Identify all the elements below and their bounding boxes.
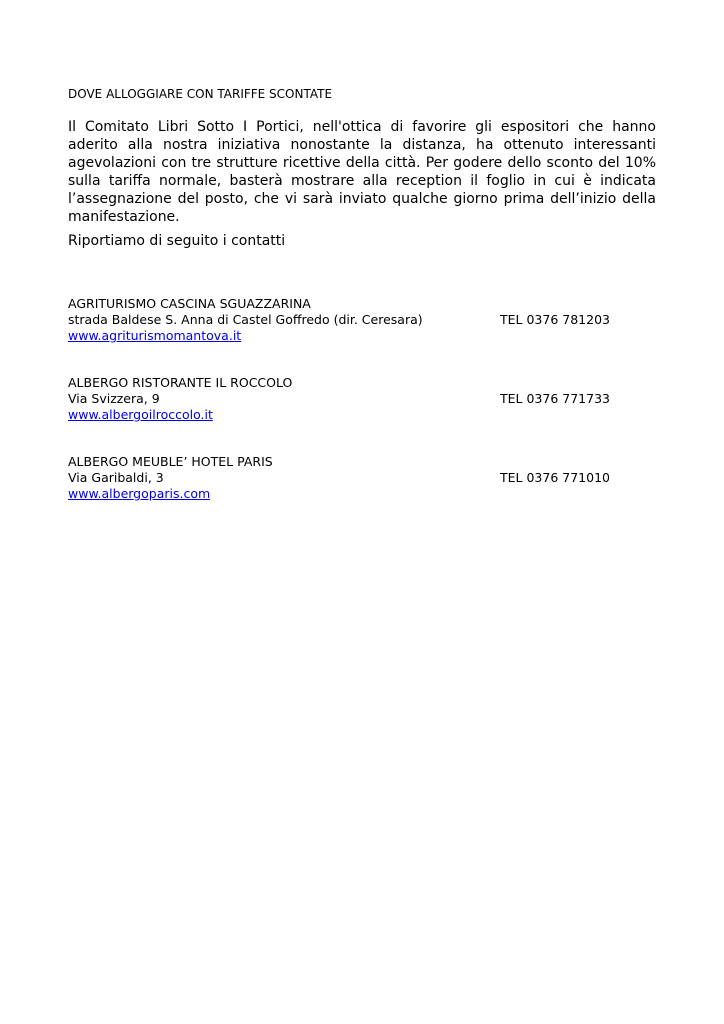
contact-website-link[interactable]: www.agriturismomantova.it: [68, 328, 242, 343]
contact-block-agriturismo: [68, 296, 628, 344]
contact-phone: TEL 0376 771010: [500, 470, 610, 485]
contact-address: Via Svizzera, 9: [68, 391, 160, 406]
intro-paragraph: Il Comitato Libri Sotto I Portici, nell'ottica di favorire gli espositori che hanno aderito alla nostra iniziativa nonostante la distanza, ha ottenuto interessanti agevolazioni con tre strutture ricettive della città. Per godere dello sconto del 10% sulla tariffa normale, basterà mostrare alla reception il foglio in cui è indicata l’assegnazione del posto, che vi sarà inviato qualche giorno prima dell’inizio della manifestazione.: [68, 119, 656, 225]
contact-name: AGRITURISMO CASCINA SGUAZZARINA: [68, 296, 311, 311]
contact-block-roccolo: [68, 375, 628, 423]
contact-block-hotel-paris: [68, 454, 628, 502]
contact-website-link[interactable]: www.albergoparis.com: [68, 486, 211, 501]
contact-name: ALBERGO MEUBLE’ HOTEL PARIS: [68, 454, 273, 469]
contact-phone: TEL 0376 781203: [500, 312, 610, 327]
contact-address: Via Garibaldi, 3: [68, 470, 164, 485]
contact-website-link[interactable]: www.albergoilroccolo.it: [68, 407, 213, 422]
contact-address: strada Baldese S. Anna di Castel Goffredo (dir. Ceresara): [68, 312, 423, 327]
contact-name: ALBERGO RISTORANTE IL ROCCOLO: [68, 375, 293, 390]
document-title: DOVE ALLOGGIARE CON TARIFFE SCONTATE: [68, 87, 333, 101]
contacts-lead-text: Riportiamo di seguito i contatti: [68, 233, 286, 249]
contact-phone: TEL 0376 771733: [500, 391, 610, 406]
